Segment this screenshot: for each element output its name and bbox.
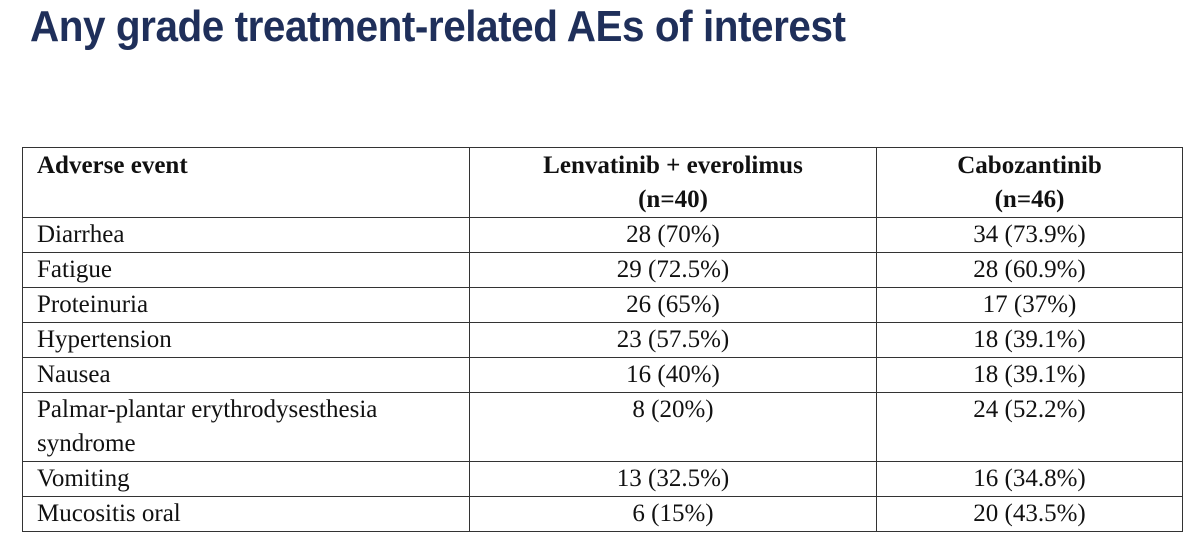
arm-a-value: 26 (65%) <box>470 288 877 323</box>
table-row <box>23 358 1183 393</box>
event-cell: Mucositis oral <box>23 497 470 532</box>
event-line-1: Palmar-plantar erythrodysesthesia <box>37 396 378 423</box>
arm-b-value: 20 (43.5%) <box>877 497 1183 532</box>
arm-b-value: 34 (73.9%) <box>877 218 1183 253</box>
arm-b-value: 28 (60.9%) <box>877 253 1183 288</box>
page-title: Any grade treatment-related AEs of interest <box>30 2 846 51</box>
arm-a-value: 29 (72.5%) <box>470 253 877 288</box>
table-row <box>23 497 1183 532</box>
arm-a-value: 23 (57.5%) <box>470 323 877 358</box>
arm-a-value: 8 (20%) <box>470 393 877 462</box>
event-cell: Fatigue <box>23 253 470 288</box>
arm-b-value: 18 (39.1%) <box>877 358 1183 393</box>
arm-b-value: 17 (37%) <box>877 288 1183 323</box>
arm-b-value: 24 (52.2%) <box>877 393 1183 462</box>
event-line-2: syndrome <box>37 430 136 457</box>
header-cabozantinib <box>877 148 1183 218</box>
table-row <box>23 253 1183 288</box>
table-row <box>23 462 1183 497</box>
table-header-row <box>23 148 1183 218</box>
header-lenvatinib-everolimus <box>470 148 877 218</box>
header-arm-b-name: Cabozantinib <box>957 152 1102 179</box>
header-arm-a-n: (n=40) <box>638 186 708 213</box>
adverse-events-table <box>22 147 1183 532</box>
header-adverse-event-label: Adverse event <box>37 152 188 179</box>
arm-a-value: 6 (15%) <box>470 497 877 532</box>
arm-a-value: 13 (32.5%) <box>470 462 877 497</box>
table-row <box>23 323 1183 358</box>
arm-a-value: 28 (70%) <box>470 218 877 253</box>
event-cell <box>23 393 470 462</box>
header-arm-b-n: (n=46) <box>994 186 1065 213</box>
arm-a-value: 16 (40%) <box>470 358 877 393</box>
header-adverse-event <box>23 148 470 218</box>
table-row <box>23 393 1183 462</box>
event-cell: Diarrhea <box>23 218 470 253</box>
arm-b-value: 16 (34.8%) <box>877 462 1183 497</box>
event-cell: Hypertension <box>23 323 470 358</box>
event-cell: Vomiting <box>23 462 470 497</box>
table-row <box>23 288 1183 323</box>
table-row <box>23 218 1183 253</box>
header-arm-a-name: Lenvatinib + everolimus <box>543 152 803 179</box>
event-cell: Proteinuria <box>23 288 470 323</box>
event-cell: Nausea <box>23 358 470 393</box>
arm-b-value: 18 (39.1%) <box>877 323 1183 358</box>
